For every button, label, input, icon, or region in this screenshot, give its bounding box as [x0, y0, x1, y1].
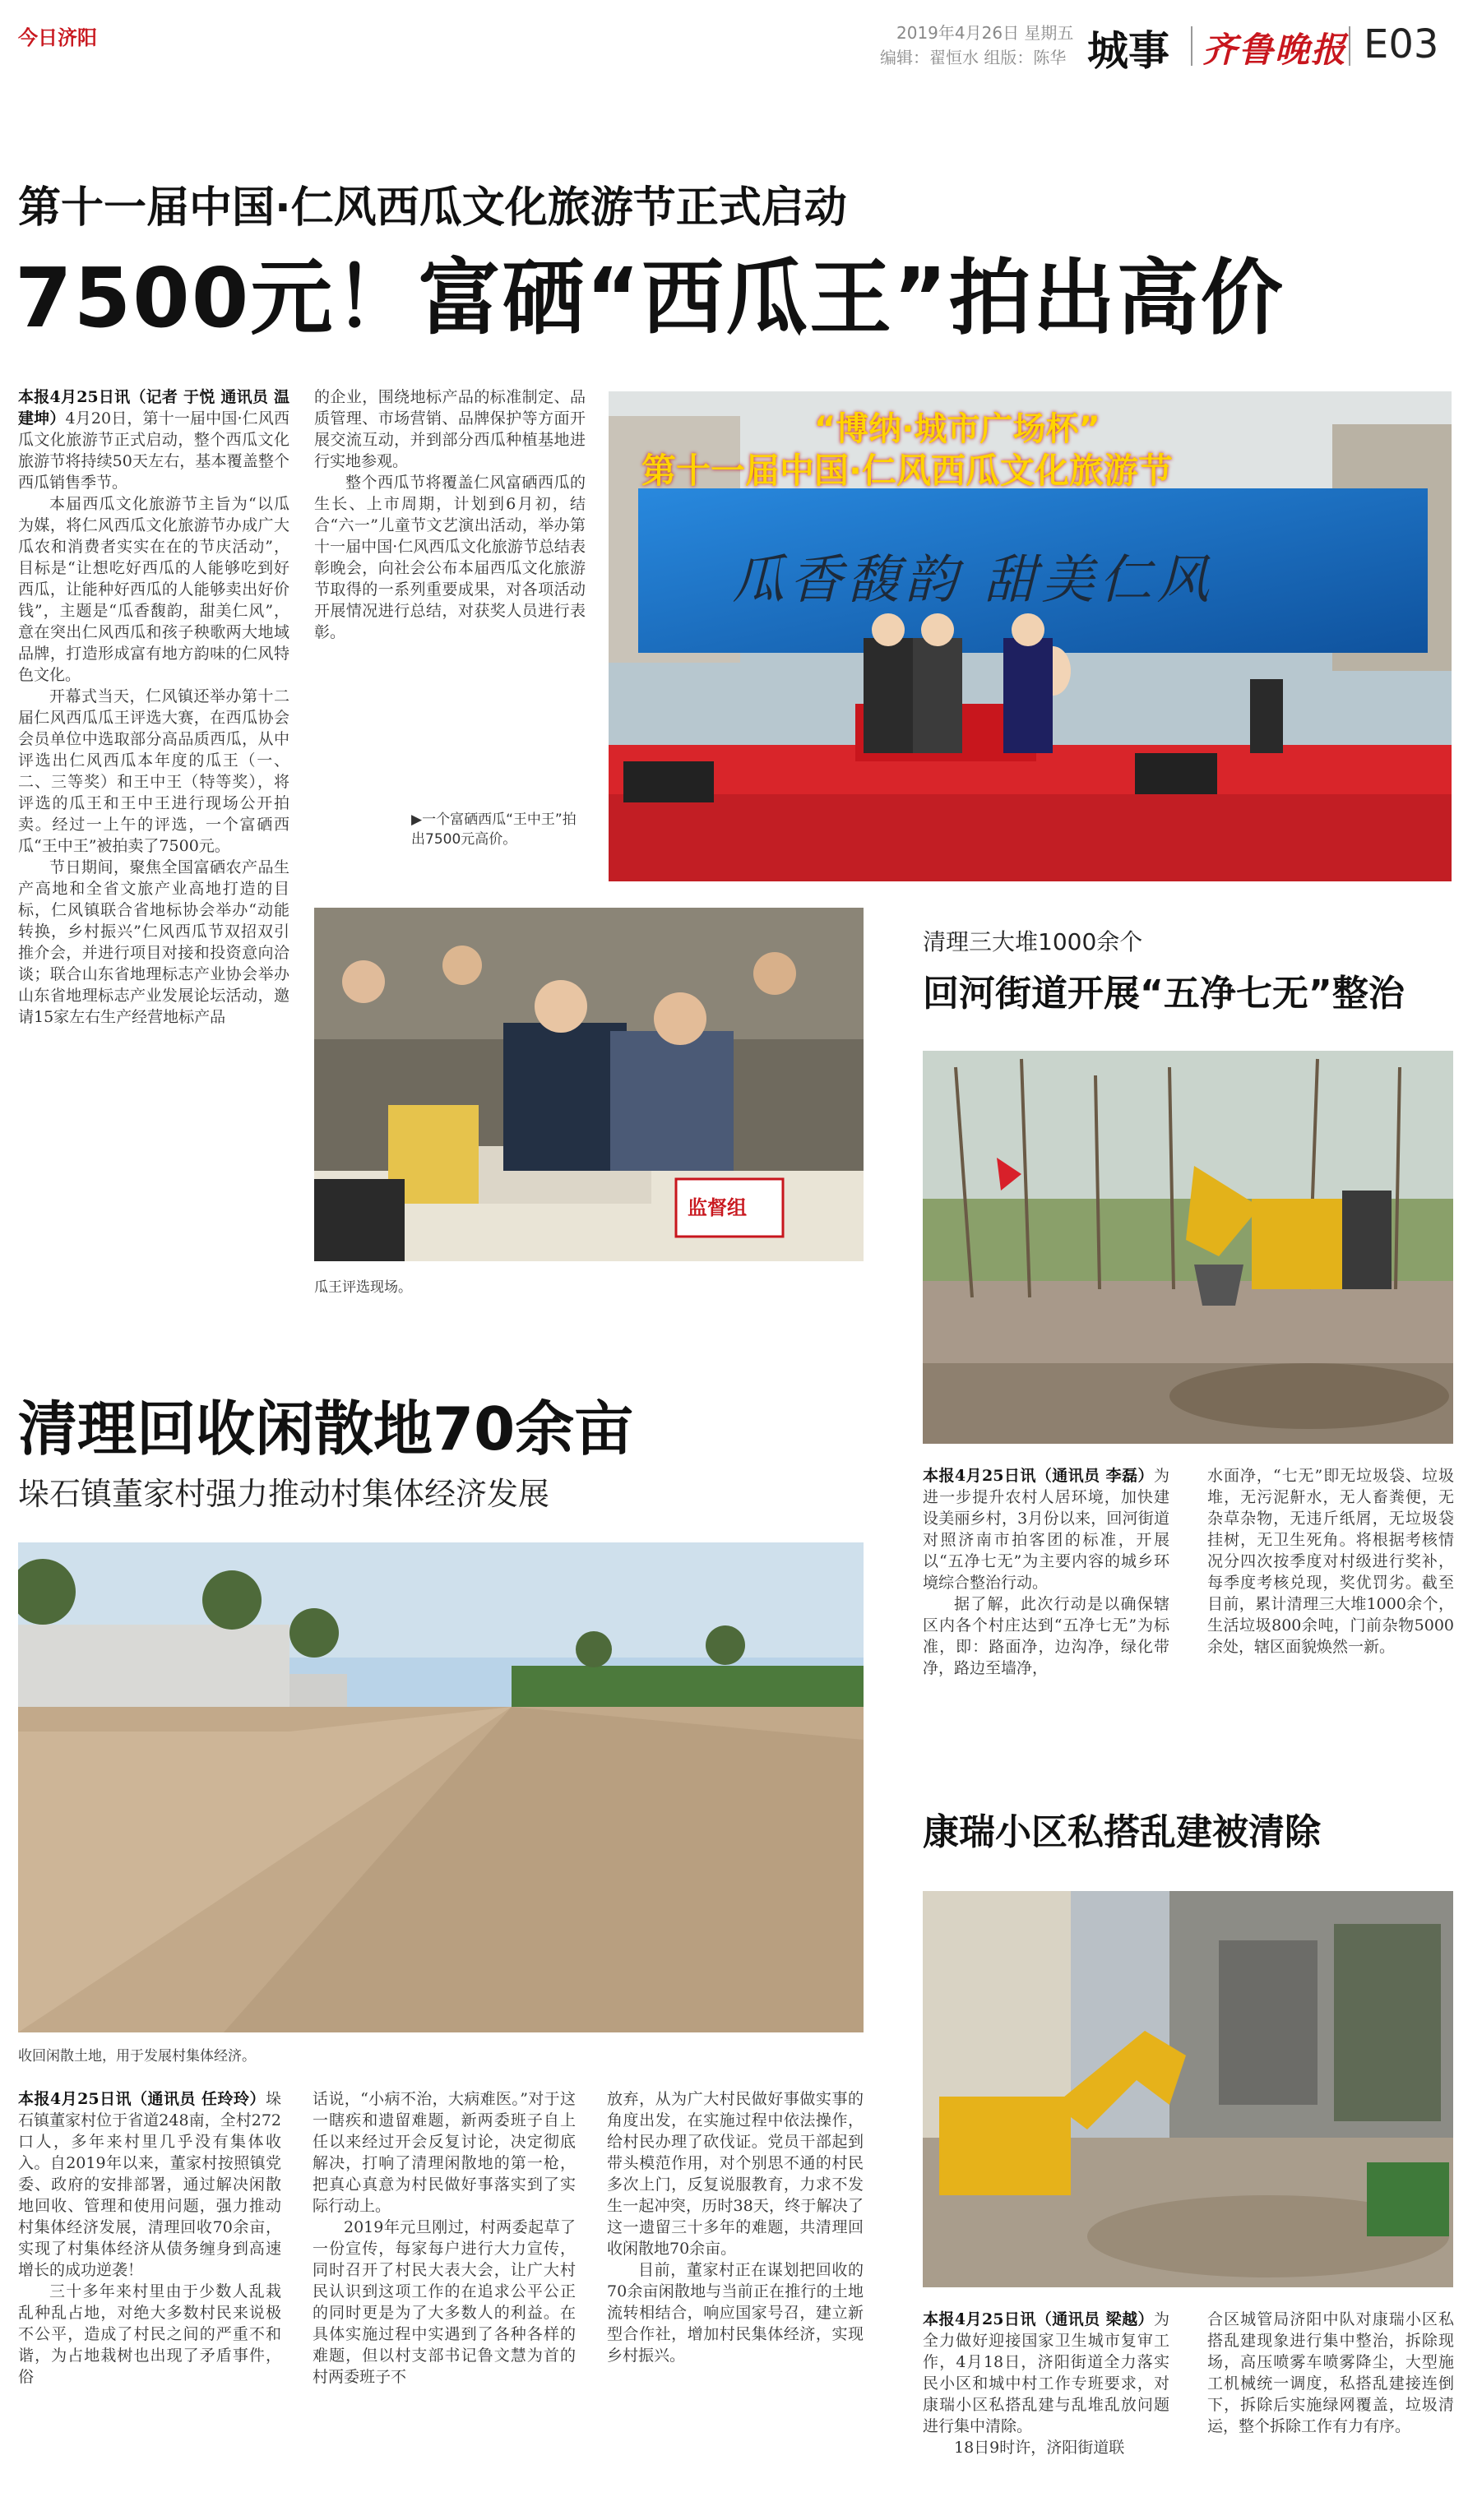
story2-headline: 回河街道开展“五净七无”整治	[923, 973, 1405, 1015]
story4-headline: 康瑞小区私搭乱建被清除	[923, 1811, 1321, 1853]
story4-column-1: 本报4月25日讯（通讯员 梁越）为全力做好迎接国家卫生城市复审工作，4月18日，济阳街道全力落实民小区和城中村工作专班要求，对康瑞小区私搭乱建与乱堆乱放问题进行集中清除。 18日9时许，济阳街道联	[923, 2310, 1169, 2457]
story3-byline: 本报4月25日讯（通讯员 任玲玲）	[18, 2090, 266, 2108]
judging-table-sign: 监督组	[688, 1196, 747, 1219]
issue-date: 2019年4月26日 星期五	[896, 23, 1074, 43]
festival-stage-photo	[609, 391, 1452, 881]
stage-screen-calligraphy: 瓜香馥韵 甜美仁风	[732, 550, 1215, 611]
story2-kicker: 清理三大堆1000余个	[923, 928, 1143, 955]
reclaimed-land-photo	[18, 1542, 864, 2032]
story3-column-3: 放弃，从为广大村民做好事做实事的角度出发，在实施过程中依法操作，给村民办理了砍伐证。党员干部起到带头模范作用，对个别思不通的村民多次上门，反复说服教育，力求不发生一起冲突，历时38天，终于解决了这一遗留三十多年的难题，共清理回收闲散地70余亩。 目前，董家村正在谋划把回收的70余亩闲散地与当前正在推行的土地流转相结合，响应国家号召，建立新型合作社，增加村民集体经济，实现乡村振兴。	[607, 2090, 864, 2365]
story1-column-2: 的企业，围绕地标产品的标准制定、品质管理、市场营销、品牌保护等方面开展交流互动，并到部分西瓜种植基地进行实地参观。 整个西瓜节将覆盖仁风富硒西瓜的生长、上市周期，计划到6月初，结合“六一”儿童节文艺演出活动，举办第十一届中国·仁风西瓜文化旅游节总结表彰晚会，向社会公布本届西瓜文化旅游节取得的一系列重要成果，对各项活动开展情况进行总结，对获奖人员进行表彰。	[314, 388, 586, 641]
story2-column-1: 本报4月25日讯（通讯员 李磊）为进一步提升农村人居环境，加快建设美丽乡村，3月份以来，回河街道对照济南市拍客团的标准，开展以“五净七无”为主要内容的城乡环境综合整治行动。 据了解，此次行动是以确保辖区内各个村庄达到“五净七无”为标准，即：路面净，边沟净，绿化带净，路边至墙净，	[923, 1467, 1169, 1677]
editor-credit: 编辑：翟恒水 组版：陈华	[880, 48, 1067, 67]
section-left-label: 今日济阳	[18, 26, 97, 49]
masthead-divider-2	[1349, 26, 1350, 66]
story1-column-1: 本报4月25日讯（记者 于悦 通讯员 温建坤）4月20日，第十一届中国·仁风西瓜文化旅游节正式启动，整个西瓜文化旅游节将持续50天左右，基本覆盖整个西瓜销售季节。 本届西瓜文化旅游节主旨为“以瓜为媒，将仁风西瓜文化旅游节办成广大瓜农和消费者实实在在的节庆活动”，目标是“让想吃好西瓜的人能够吃到好西瓜，让能种好西瓜的人能够卖出好价钱”，主题是“瓜香馥韵，甜美仁风”，意在突出仁风西瓜和孩子秧歌两大地域品牌，打造形成富有地方韵味的仁风特色文化。 开幕式当天，仁风镇还举办第十二届仁风西瓜瓜王评选大赛，在西瓜协会会员单位中选取部分高品质西瓜，从中评选出仁风西瓜本年度的瓜王（一、二、三等奖）和王中王（特等奖），将评选的瓜王和王中王进行现场公开拍卖。经过一上午的评选，一个富硒西瓜“王中王”被拍卖了7500元。 节日期间，聚焦全国富硒农产品生产高地和全省文旅产业高地打造的目标，仁风镇联合省地标协会举办“动能转换，乡村振兴”仁风西瓜节双招双引推介会，并进行项目对接和投资意向洽谈；联合山东省地理标志产业协会举办山东省地理标志产业发展论坛活动，邀请15家左右生产经营地标产品	[18, 388, 289, 1026]
story3-column-1: 本报4月25日讯（通讯员 任玲玲）垛石镇董家村位于省道248南，全村272口人，多年来村里几乎没有集体收入。自2019年以来，董家村按照镇党委、政府的安排部署，通过解决闲散地回收、管理和使用问题，强力推动村集体经济发展，清理回收70余亩，实现了村集体经济从债务缠身到高速增长的成功逆袭！ 三十多年来村里由于少数人乱栽乱种乱占地，对绝大多数村民来说极不公平，造成了村民之间的严重不和谐，为占地栽树也出现了矛盾事件，俗	[18, 2090, 281, 2386]
demolition-photo	[923, 1891, 1453, 2287]
story3-subheadline: 垛石镇董家村强力推动村集体经济发展	[18, 1476, 550, 1512]
land-photo-caption: 收回闲散土地，用于发展村集体经济。	[18, 2048, 256, 2065]
story2-byline: 本报4月25日讯（通讯员 李磊）	[923, 1467, 1154, 1485]
story3-headline: 清理回收闲散地70余亩	[18, 1394, 634, 1463]
story1-headline: 7500元！富硒“西瓜王”拍出高价	[15, 250, 1285, 346]
masthead-divider	[1191, 26, 1192, 66]
story4-byline: 本报4月25日讯（通讯员 梁越）	[923, 2310, 1154, 2328]
judging-photo-caption: 瓜王评选现场。	[314, 1279, 412, 1296]
newspaper-logo: 齐鲁晚报	[1202, 30, 1348, 70]
watermelon-judging-photo	[314, 908, 864, 1261]
page-number: E03	[1364, 21, 1439, 67]
story4-column-2: 合区城管局济阳中队对康瑞小区私搭乱建现象进行集中整治，拆除现场，高压喷雾车喷雾降尘，大型施工机械统一调度，私搭乱建接连倒下，拆除后实施绿网覆盖，垃圾清运，整个拆除工作有力有序。	[1207, 2310, 1454, 2435]
excavator-cleanup-photo	[923, 1051, 1453, 1444]
stage-banner-line-1: “博纳·城市广场杯”	[814, 410, 1100, 448]
story1-kicker: 第十一届中国·仁风西瓜文化旅游节正式启动	[18, 183, 847, 233]
story2-column-2: 水面净，“七无”即无垃圾袋、垃圾堆，无污泥鼾水，无人畜粪便，无杂草杂物，无违斤纸屑，无垃圾袋挂树，无卫生死角。将根据考核情况分四次按季度对村级进行奖补，每季度考核兑现，奖优罚劣。截至目前，累计清理三大堆1000余个，生活垃圾800余吨，门前杂物5000余处，辖区面貌焕然一新。	[1207, 1467, 1454, 1656]
story3-column-2: 话说，“小病不治，大病难医。”对于这一瞎疾和遗留难题，新两委班子自上任以来经过开会反复讨论，决定彻底解决，打响了清理闲散地的第一枪，把真心真意为村民做好事落实到了实际行动上。 2019年元旦刚过，村两委起草了一份宣传，每家每户进行大力宣传，同时召开了村民大表大会，让广大村民认识到这项工作的在追求公平公正的同时更是为了大多数人的利益。在具体实施过程中实遇到了各种各样的难题，但以村支部书记鲁文慧为首的村两委班子不	[313, 2090, 576, 2386]
section-name: 城事	[1087, 27, 1169, 75]
stage-photo-caption: ▶一个富硒西瓜“王中王”拍出7500元高价。	[411, 811, 577, 848]
story1-byline: 本报4月25日讯（记者 于悦 通讯员 温建坤）	[18, 388, 289, 428]
stage-banner-line-2: 第十一届中国·仁风西瓜文化旅游节	[641, 451, 1173, 491]
